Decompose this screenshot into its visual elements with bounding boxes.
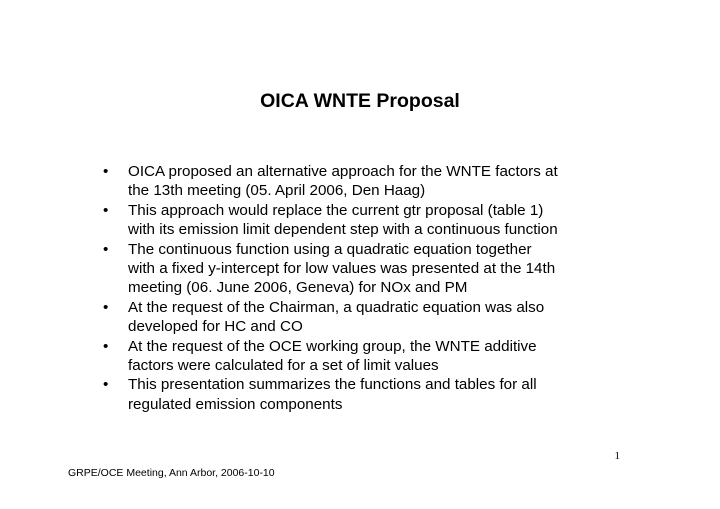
bullet-item [103,162,623,201]
bullet-icon: • [103,201,109,219]
bullet-icon: • [103,298,109,316]
bullet-item [103,337,623,376]
bullet-icon: • [103,376,109,394]
slide-title: OICA WNTE Proposal [260,90,460,112]
page-number: 1 [614,450,620,462]
bullet-line: This presentation summarizes the functions and tables for all [128,376,537,394]
bullet-line: The continuous function using a quadratic equation together [128,240,532,258]
bullet-line: with a fixed y-intercept for low values was presented at the 14th [128,260,556,278]
bullet-item [103,375,623,414]
bullet-icon: • [103,240,109,258]
bullet-line: At the request of the OCE working group, the WNTE additive [128,337,537,355]
bullet-line: meeting (06. June 2006, Geneva) for NOx and PM [128,279,468,297]
bullet-item [103,240,623,298]
bullet-line: with its emission limit dependent step with a continuous function [128,221,558,239]
bullet-icon: • [103,337,109,355]
bullet-line: At the request of the Chairman, a quadratic equation was also [128,298,545,316]
bullet-line: OICA proposed an alternative approach for the WNTE factors at [128,163,558,180]
bullet-line: factors were calculated for a set of limit values [128,357,439,375]
bullet-line: the 13th meeting (05. April 2006, Den Haag) [128,182,426,200]
bullet-line: developed for HC and CO [128,318,303,336]
bullet-item [103,201,623,240]
bullet-list [103,162,623,414]
bullet-line: This approach would replace the current gtr proposal (table 1) [128,201,544,219]
bullet-line: regulated emission components [128,395,343,413]
bullet-icon: • [103,163,109,180]
footer-text: GRPE/OCE Meeting, Ann Arbor, 2006-10-10 [68,467,275,479]
bullet-item [103,298,623,337]
